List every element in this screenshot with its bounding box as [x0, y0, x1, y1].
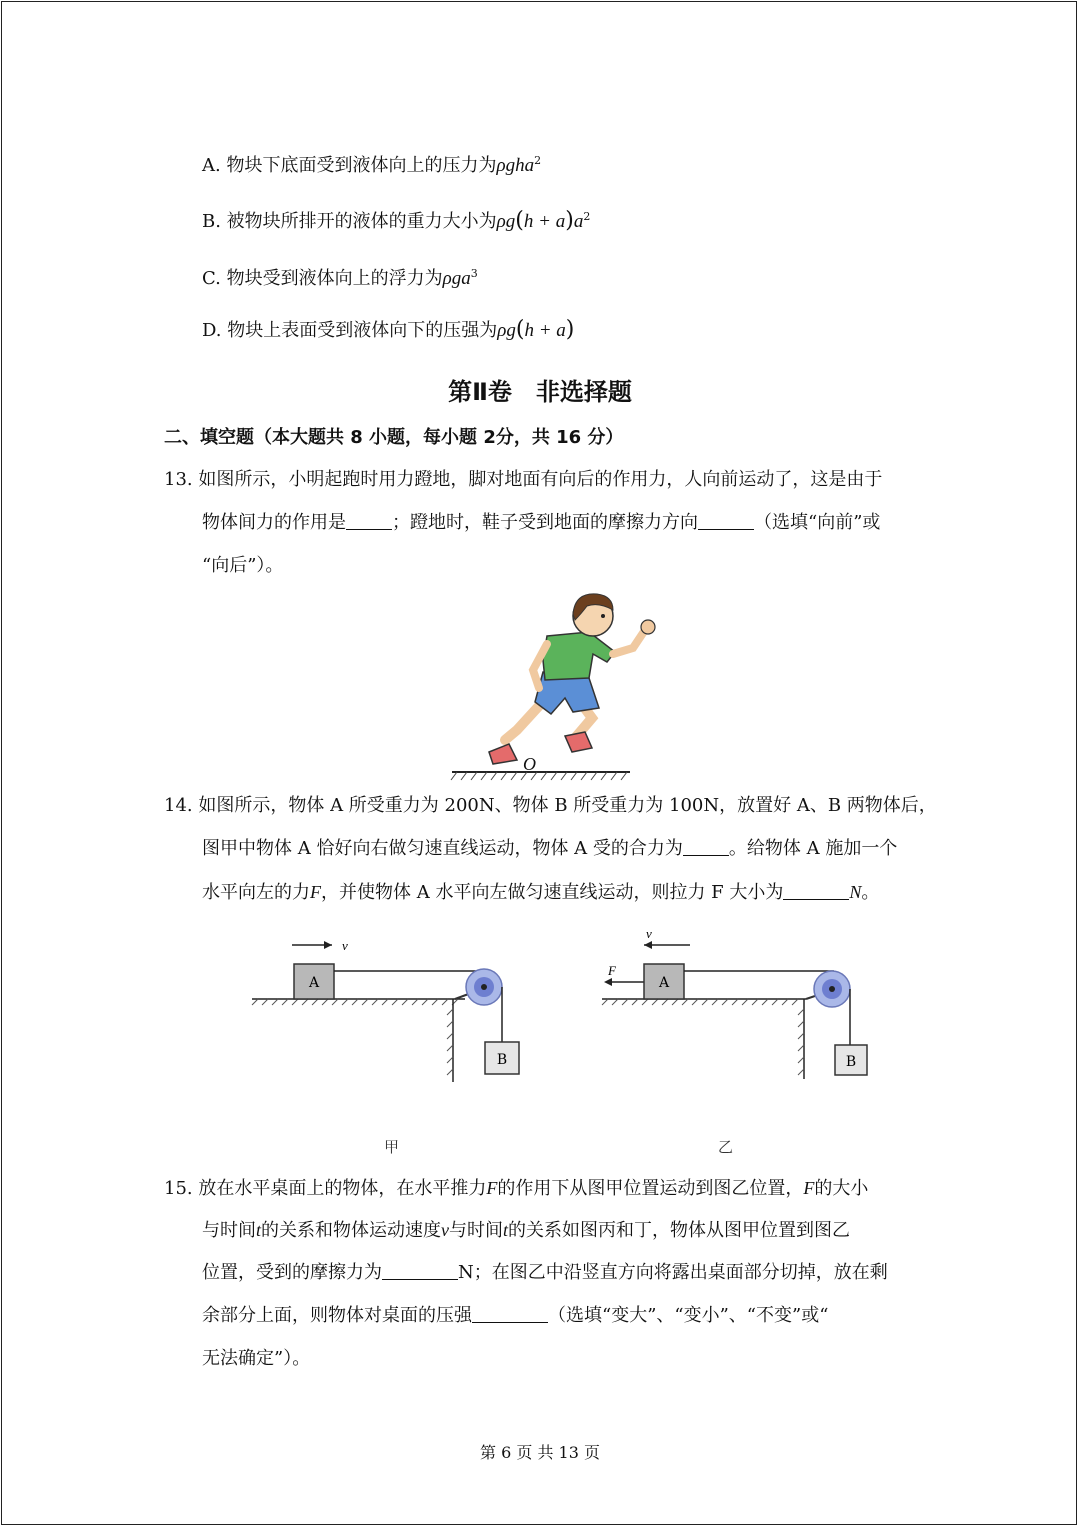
option-b-formula-in: h + a — [523, 211, 566, 232]
q15-line4-a: 余部分上面，则物体对桌面的压强 — [202, 1305, 472, 1326]
option-c-exp: 3 — [470, 267, 478, 280]
option-c-formula: ρga — [442, 268, 471, 289]
q15-line2-t2: t — [503, 1220, 509, 1240]
q13-blank-1[interactable] — [346, 511, 392, 530]
part-title: 第Ⅱ卷 非选择题 — [448, 378, 632, 406]
q13-line2 — [202, 511, 880, 535]
q13-line2-b: ；蹬地时，鞋子受到地面的摩擦力方向 — [392, 512, 698, 533]
q15-line1-f: F — [486, 1178, 498, 1198]
q15-line1-a: 15. 放在水平桌面上的物体，在水平推力 — [164, 1178, 487, 1199]
point-o-label: O — [523, 754, 536, 774]
q14-line3 — [202, 880, 879, 905]
q13-line3: “向后”）。 — [202, 555, 284, 576]
q15-line2-d: 的关系如图丙和丁，物体从图甲位置到图乙 — [508, 1220, 851, 1241]
option-a-exp: 2 — [534, 154, 542, 167]
q15-line2-v: v — [441, 1220, 450, 1240]
q15-line1-c: 的大小 — [814, 1178, 869, 1199]
q15-line2-a: 与时间 — [202, 1220, 256, 1241]
velocity-label-left: v — [342, 938, 348, 953]
q14-line3-unit: N — [849, 882, 862, 902]
q15-line1 — [164, 1176, 868, 1201]
q15-line2-t: t — [256, 1220, 262, 1240]
q13-line2-a: 物体间力的作用是 — [202, 512, 346, 533]
caption-jia: 甲 — [384, 1138, 400, 1156]
option-d-paren-close: ) — [565, 317, 575, 342]
page-footer: 第 6 页 共 13 页 — [480, 1443, 600, 1462]
option-b-paren-open: ( — [515, 208, 524, 233]
q15-line3-b: N；在图乙中沿竖直方向将露出桌面部分切掉，放在剩 — [458, 1262, 888, 1283]
q15-line1-b: 的作用下从图甲位置运动到图乙位置， — [497, 1178, 804, 1199]
q15-line2-b: 的关系和物体运动速度 — [261, 1220, 442, 1241]
q13-line1: 13. 如图所示，小明起跑时用力蹬地，脚对地面有向后的作用力，人向前运动了，这是由于 — [164, 469, 883, 490]
q14-blank-1[interactable] — [683, 837, 729, 856]
option-b-exp: 2 — [583, 210, 591, 223]
option-a-formula: ρgha — [496, 155, 535, 176]
option-d — [202, 318, 574, 343]
q14-line3-b: ，并使物体 A 水平向左做匀速直线运动，则拉力 F 大小为 — [321, 882, 784, 903]
q14-line2-b: 。给物体 A 施加一个 — [728, 838, 898, 859]
option-c-text: C. 物块受到液体向上的浮力为 — [202, 268, 443, 289]
running-boy-figure — [447, 590, 667, 790]
block-a-left-label: A — [308, 975, 320, 991]
force-label-right: F — [608, 963, 616, 978]
block-b-right-label: B — [845, 1054, 857, 1070]
q14-line3-a: 水平向左的力 — [202, 882, 310, 903]
q15-line4 — [202, 1304, 828, 1328]
q14-line3-end: 。 — [861, 882, 880, 903]
block-b-left-label: B — [496, 1052, 508, 1068]
option-b-formula-post: a — [573, 211, 584, 232]
q15-blank-1[interactable] — [382, 1261, 458, 1280]
option-d-text: D. 物块上表面受到液体向下的压强为 — [202, 320, 498, 341]
option-b — [202, 205, 590, 234]
q13-blank-2[interactable] — [698, 511, 754, 530]
option-d-paren-open: ( — [515, 317, 525, 342]
option-a-text: A. 物块下底面受到液体向上的压力为 — [202, 155, 497, 176]
q14-line3-f: F — [310, 882, 321, 902]
q15-line3 — [202, 1261, 888, 1285]
q15-line4-b: （选填“变大”、“变小”、“不变”或“ — [548, 1305, 829, 1326]
q14-blank-2[interactable] — [783, 881, 849, 900]
q15-line3-a: 位置，受到的摩擦力为 — [202, 1262, 382, 1283]
q14-line2-a: 图甲中物体 A 恰好向右做匀速直线运动，物体 A 受的合力为 — [202, 838, 683, 859]
q15-blank-2[interactable] — [472, 1304, 548, 1323]
q14-line1: 14. 如图所示，物体 A 所受重力为 200N、物体 B 所受重力为 100N，放置好 A、B 两物体后， — [164, 795, 937, 816]
option-b-paren-close: ) — [565, 208, 574, 233]
q15-line2-c: 与时间 — [449, 1220, 504, 1241]
velocity-label-right: v — [646, 926, 652, 941]
pulley-figure-right — [600, 924, 880, 1074]
q15-line2 — [202, 1218, 850, 1243]
section-title: 二、填空题（本大题共 8 小题，每小题 2分，共 16 分） — [164, 427, 624, 448]
option-b-formula-pre: ρg — [496, 211, 516, 232]
option-b-text: B. 被物块所排开的液体的重力大小为 — [202, 211, 497, 232]
exam-page — [1, 1, 1077, 1525]
option-d-formula-pre: ρg — [497, 320, 516, 341]
q14-line2 — [202, 837, 897, 861]
q15-line5: 无法确定”）。 — [202, 1348, 311, 1369]
caption-yi: 乙 — [718, 1138, 734, 1156]
q13-line2-c: （选填“向前”或 — [754, 512, 881, 533]
option-a — [202, 149, 541, 178]
pulley-figure-left — [250, 934, 520, 1084]
q15-line1-f2: F — [803, 1178, 815, 1198]
block-a-right-label: A — [658, 975, 670, 991]
option-c — [202, 262, 478, 291]
option-d-formula-in: h + a — [524, 320, 566, 341]
